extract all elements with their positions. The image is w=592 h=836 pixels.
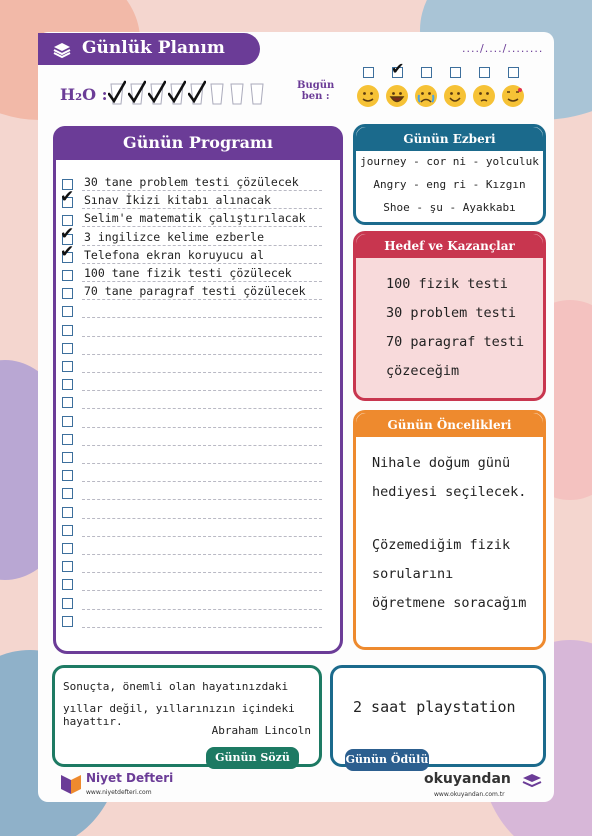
date-field[interactable]: ..../..../........ xyxy=(462,42,544,55)
smile-emoji-icon xyxy=(356,84,380,108)
program-checkbox[interactable] xyxy=(62,343,73,354)
program-checkbox[interactable] xyxy=(62,470,73,481)
program-checkbox[interactable] xyxy=(62,397,73,408)
glass-checked-icon[interactable] xyxy=(188,80,206,106)
program-checkbox[interactable] xyxy=(62,379,73,390)
memorize-line: Angry - eng ri - Kızgın xyxy=(373,178,526,191)
program-row xyxy=(62,357,328,375)
check-mark-icon: ✔ xyxy=(60,187,75,208)
program-checkbox[interactable] xyxy=(62,434,73,445)
priority-line: Çözemediğim fizik xyxy=(372,537,511,553)
goal-line: çözeceğim xyxy=(386,363,460,379)
quote-author: Abraham Lincoln xyxy=(211,724,311,737)
program-checkbox[interactable] xyxy=(62,416,73,427)
water-glasses[interactable] xyxy=(108,80,278,108)
quote-line: yıllar değil, yıllarınızın içindeki hayattır. xyxy=(63,702,295,728)
program-checkbox[interactable] xyxy=(62,561,73,572)
program-row-line xyxy=(82,408,322,409)
okuyandan-logo-icon xyxy=(522,771,542,791)
mood-checkbox[interactable] xyxy=(421,67,432,78)
program-row xyxy=(62,594,328,612)
glass-empty-icon[interactable] xyxy=(208,80,226,106)
program-item-text[interactable]: Selim'e matematik çalıştırılacak xyxy=(84,211,306,226)
program-row xyxy=(62,557,328,575)
program-row-line xyxy=(82,481,322,482)
program-checkbox[interactable] xyxy=(62,288,73,299)
mood-label-line1: Bugün xyxy=(297,80,335,91)
mood-option[interactable] xyxy=(501,67,525,78)
program-checkbox[interactable] xyxy=(62,543,73,554)
program-row xyxy=(62,484,328,502)
program-row-line xyxy=(82,226,322,227)
program-row xyxy=(62,266,328,284)
program-row xyxy=(62,430,328,448)
program-row xyxy=(62,284,328,302)
program-item-text[interactable]: Sınav İkizi kitabı alınacak xyxy=(84,193,271,208)
program-row-line xyxy=(82,245,322,246)
program-row-line xyxy=(82,354,322,355)
memorize-panel xyxy=(353,124,546,225)
program-row-line xyxy=(82,463,322,464)
program-checkbox[interactable] xyxy=(62,452,73,463)
mood-option[interactable] xyxy=(472,67,496,78)
program-checkbox[interactable] xyxy=(62,598,73,609)
program-row-line xyxy=(82,427,322,428)
mood-label xyxy=(297,80,334,102)
program-checkbox[interactable] xyxy=(62,579,73,590)
program-row-line xyxy=(82,445,322,446)
program-row-line xyxy=(82,518,322,519)
mood-label-line2: ben : xyxy=(301,91,330,102)
program-row xyxy=(62,321,328,339)
check-mark-icon: ✔ xyxy=(391,59,405,78)
program-row-line xyxy=(82,627,322,628)
memorize-title: Günün Ezberi xyxy=(356,127,543,151)
water-label: H₂O : xyxy=(60,85,108,104)
mood-checkbox[interactable] xyxy=(508,67,519,78)
happy-emoji-icon xyxy=(443,84,467,108)
reward-text: 2 saat playstation xyxy=(353,698,516,716)
priorities-panel xyxy=(353,410,546,650)
program-row xyxy=(60,223,328,248)
title-tab xyxy=(38,33,260,65)
program-row-line xyxy=(82,609,322,610)
program-row xyxy=(62,466,328,484)
brand-left-url: www.niyetdefteri.com xyxy=(86,789,152,796)
program-checkbox[interactable] xyxy=(62,525,73,536)
brand-right-name: okuyandan xyxy=(424,771,511,787)
quote-line: Sonuçta, önemli olan hayatınızdaki xyxy=(63,680,289,693)
program-item-text[interactable]: 30 tane problem testi çözülecek xyxy=(84,175,299,189)
program-checkbox[interactable] xyxy=(62,361,73,372)
quote-tag: Günün Sözü xyxy=(206,747,299,769)
program-item-text[interactable]: 70 tane paragraf testi çözülecek xyxy=(84,284,306,299)
program-row xyxy=(60,187,328,211)
page-title: Günlük Planım xyxy=(82,38,225,58)
priority-line: sorularını xyxy=(372,566,454,582)
program-row xyxy=(62,375,328,393)
program-checkbox[interactable] xyxy=(62,507,73,518)
goal-line: 100 fizik testi xyxy=(386,276,508,292)
program-item-text[interactable]: 3 ingilizce kelime ezberle xyxy=(84,229,265,244)
program-row-line xyxy=(82,372,322,373)
program-row xyxy=(62,448,328,466)
glass-empty-icon[interactable] xyxy=(228,80,246,106)
program-row-line xyxy=(82,536,322,537)
program-row-line xyxy=(82,299,322,300)
program-row xyxy=(62,339,328,357)
program-checkbox[interactable] xyxy=(62,325,73,336)
check-mark-icon: ✔ xyxy=(60,223,75,244)
goal-line: 70 paragraf testi xyxy=(386,334,525,350)
mood-option[interactable] xyxy=(385,59,409,78)
program-row xyxy=(62,521,328,539)
goals-title: Hedef ve Kazançlar xyxy=(356,234,543,258)
program-row-line xyxy=(82,281,322,282)
program-checkbox[interactable] xyxy=(62,616,73,627)
priority-line: hediyesi seçilecek. xyxy=(372,484,527,500)
priority-line: Nihale doğum günü xyxy=(372,455,511,471)
goals-panel xyxy=(353,231,546,401)
program-row xyxy=(62,412,328,430)
crying-emoji-icon xyxy=(414,84,438,108)
program-checkbox[interactable] xyxy=(62,270,73,281)
love-emoji-icon xyxy=(501,84,525,108)
program-row-line xyxy=(82,390,322,391)
goal-line: 30 problem testi xyxy=(386,305,517,321)
reward-tag: Günün Ödülü xyxy=(345,749,429,771)
mood-option[interactable] xyxy=(443,67,467,78)
program-item-text[interactable]: Telefona ekran koruyucu al xyxy=(84,247,265,262)
brand-right-url: www.okuyandan.com.tr xyxy=(434,791,505,798)
glass-checked-icon[interactable] xyxy=(148,80,166,106)
program-checkbox[interactable] xyxy=(62,306,73,317)
book-stack-icon xyxy=(52,39,72,59)
memorize-line: journey - cor ni - yolculuk xyxy=(360,155,539,168)
laughing-tears-emoji-icon xyxy=(385,84,409,108)
program-row-line xyxy=(82,317,322,318)
glass-checked-icon[interactable] xyxy=(168,80,186,106)
program-row-line xyxy=(82,572,322,573)
niyet-logo-icon xyxy=(60,771,82,795)
program-item-text[interactable]: 100 tane fizik testi çözülecek xyxy=(84,266,292,280)
program-row-line xyxy=(82,208,322,209)
brand-left-name: Niyet Defteri xyxy=(86,771,174,785)
priority-line: öğretmene soracağım xyxy=(372,595,527,611)
mood-option[interactable] xyxy=(414,67,438,78)
program-row xyxy=(62,575,328,593)
glass-checked-icon[interactable] xyxy=(108,80,126,106)
mood-checkbox[interactable] xyxy=(450,67,461,78)
program-title: Günün Programı xyxy=(53,126,343,160)
mood-checkbox[interactable] xyxy=(479,67,490,78)
program-row xyxy=(62,302,328,320)
program-row xyxy=(62,503,328,521)
mood-checkbox[interactable] xyxy=(363,67,374,78)
program-row xyxy=(62,539,328,557)
glass-empty-icon[interactable] xyxy=(248,80,266,106)
program-row-line xyxy=(82,590,322,591)
check-mark-icon: ✔ xyxy=(60,241,75,262)
program-row xyxy=(62,211,328,229)
program-checkbox[interactable] xyxy=(62,488,73,499)
program-row xyxy=(62,175,328,193)
program-row xyxy=(62,393,328,411)
program-row-line xyxy=(82,499,322,500)
mood-option[interactable] xyxy=(356,67,380,78)
program-row-line xyxy=(82,554,322,555)
pleading-emoji-icon xyxy=(472,84,496,108)
program-row-line xyxy=(82,190,322,191)
program-row xyxy=(62,612,328,630)
glass-checked-icon[interactable] xyxy=(128,80,146,106)
program-row xyxy=(60,241,328,266)
memorize-line: Shoe - şu - Ayakkabı xyxy=(383,201,516,214)
program-row-line xyxy=(82,263,322,264)
priorities-title: Günün Öncelikleri xyxy=(356,413,543,437)
program-row-line xyxy=(82,336,322,337)
